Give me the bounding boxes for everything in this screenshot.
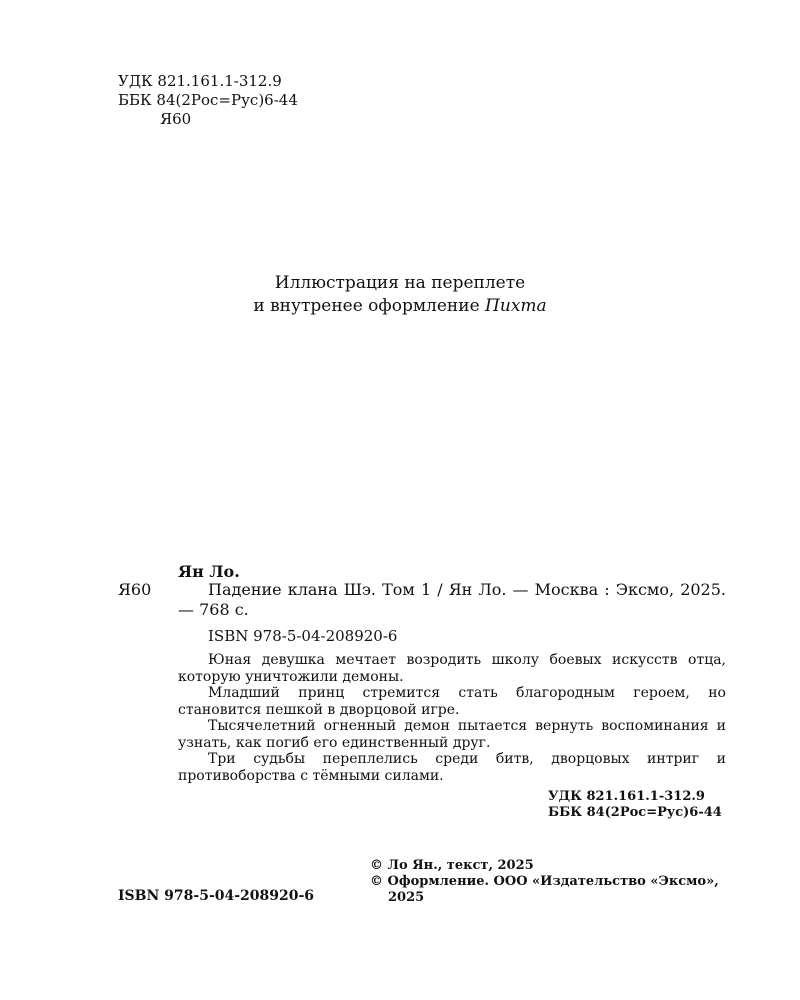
illustrator-name: Пихта	[485, 296, 547, 316]
illustration-prefix: и внутренее оформление	[253, 296, 486, 316]
bbk-code: ББК 84(2Рос=Рус)6-44	[118, 91, 298, 109]
record-title: Падение клана Шэ. Том 1 / Ян Ло. — Москва : Эксмо, 2025. — 768 с.	[178, 580, 726, 619]
annotation-paragraph: Младший принц стремится стать благородным героем, но становится пешкой в дворцовой игре.	[178, 685, 726, 718]
footer-classification	[548, 789, 722, 821]
footer-udk-code: УДК 821.161.1-312.9	[548, 789, 705, 804]
copyright-design: © Оформление. ООО «Издательство «Эксмо», 2025	[370, 874, 719, 905]
annotation	[178, 652, 726, 784]
copyright-text: © Ло Ян., текст, 2025	[370, 858, 534, 873]
annotation-paragraph: Три судьбы переплелись среди битв, дворцовых интриг и противоборства с тёмными силами.	[178, 751, 726, 784]
header-classification	[118, 72, 298, 129]
author-mark: Я60	[160, 110, 192, 128]
udk-code: УДК 821.161.1-312.9	[118, 72, 282, 90]
footer-bbk-code: ББК 84(2Рос=Рус)6-44	[548, 805, 722, 820]
copyright-block	[370, 858, 730, 906]
record-author-mark: Я60	[118, 580, 152, 599]
illustration-credit	[0, 272, 800, 318]
illustration-line-2	[0, 295, 800, 318]
record-author: Ян Ло.	[178, 562, 240, 581]
annotation-paragraph: Тысячелетний огненный демон пытается вернуть воспоминания и узнать, как погиб его единственный друг.	[178, 718, 726, 751]
annotation-paragraph: Юная девушка мечтает возродить школу боевых искусств отца, которую уничтожили демоны.	[178, 652, 726, 685]
footer-isbn: ISBN 978-5-04-208920-6	[118, 888, 315, 904]
illustration-line-1: Иллюстрация на переплете	[274, 273, 526, 293]
record-isbn: ISBN 978-5-04-208920-6	[208, 627, 398, 645]
